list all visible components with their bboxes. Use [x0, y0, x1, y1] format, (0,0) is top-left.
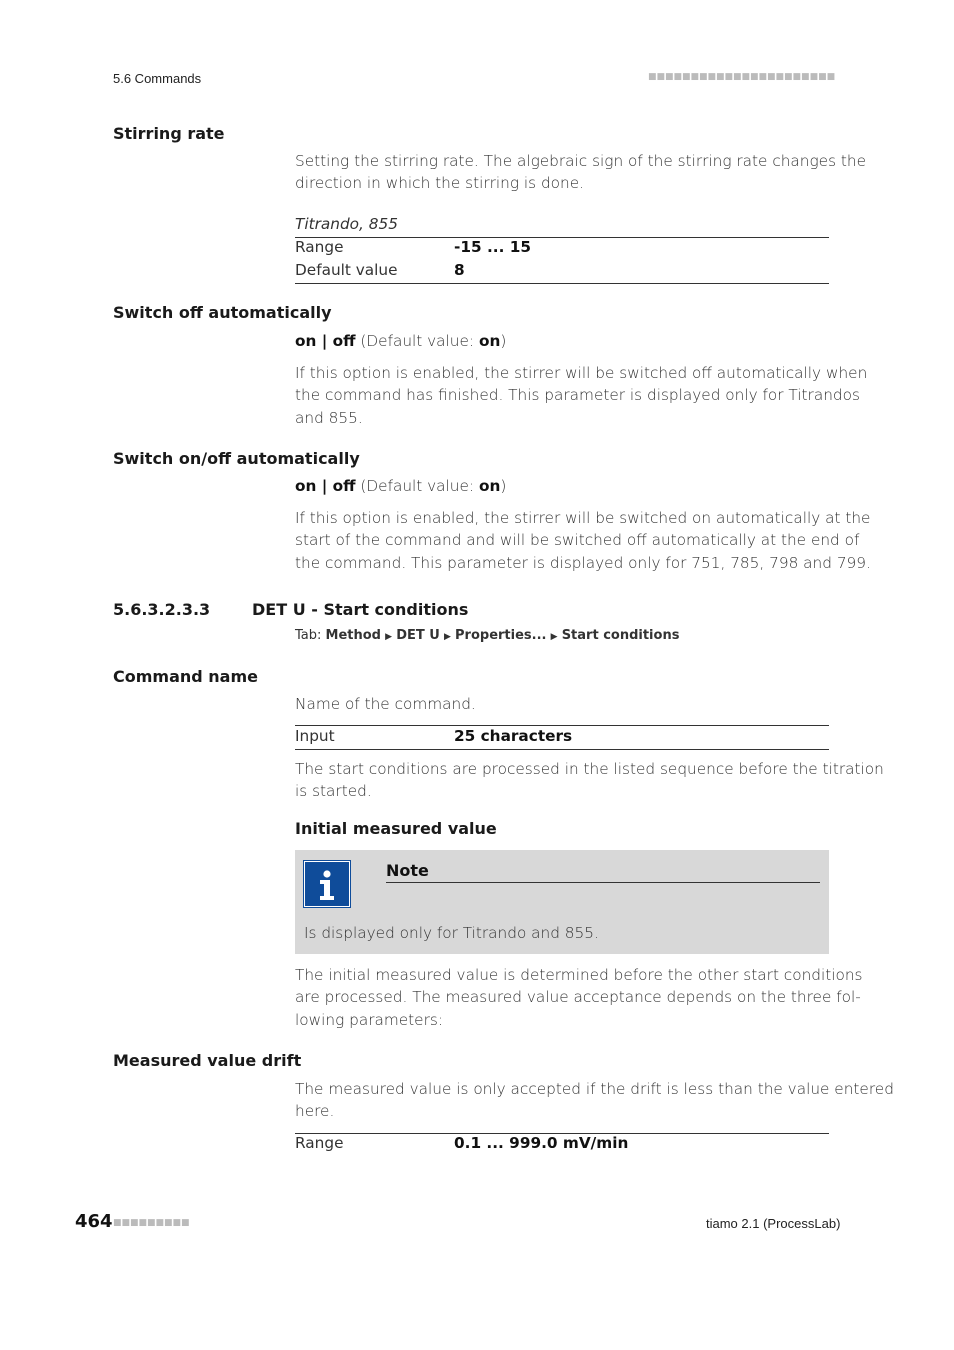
switch-onoff-heading: Switch on/off automatically — [113, 449, 360, 468]
stirring-rate-description: Setting the stirring rate. The algebraic sign of the stirring rate changes the direction in which the stirring is done. — [295, 152, 867, 193]
note-title: Note — [386, 861, 429, 880]
breadcrumb-start-conditions: Start conditions — [561, 628, 680, 643]
switch-onoff-description: If this option is enabled, the stirrer will be switched on automatically at the start of the command and will be switched off automatically at the end of the command. This parameter is displayed only for 751, 785, 798 and 799. — [295, 509, 871, 572]
section-title: DET U - Start conditions — [252, 600, 469, 619]
breadcrumb-method: Method — [325, 628, 381, 643]
running-header-section: 5.6 Commands — [113, 71, 202, 86]
table-row: Range -15 ... 15 — [295, 238, 532, 256]
tab-breadcrumb: Tab: Method ▶ DET U ▶ Properties... ▶ Start conditions — [295, 628, 680, 643]
page-number: 464 — [75, 1211, 113, 1232]
switch-off-heading: Switch off automatically — [113, 303, 332, 322]
note-text: Is displayed only for Titrando and 855. — [304, 924, 599, 942]
stirring-rate-table-caption: Titrando, 855 — [295, 215, 398, 233]
command-name-heading: Command name — [113, 667, 258, 686]
arrow-right-icon: ▶ — [385, 632, 393, 642]
footer-decoration: ■■■■■■■■■ — [113, 1218, 190, 1228]
info-icon — [304, 861, 350, 907]
note-rule — [386, 882, 820, 883]
table-rule-bottom — [295, 749, 829, 750]
arrow-right-icon: ▶ — [443, 632, 451, 642]
header-decoration: ■■■■■■■■■■■■■■■■■■■■■■ — [648, 72, 836, 82]
table-rule-bottom — [295, 283, 829, 284]
switch-off-description: If this option is enabled, the stirrer will be switched off automatically when the command has finished. This parameter is displayed only for Titrandos and 855. — [295, 364, 868, 427]
drift-description: The measured value is only accepted if the drift is less than the value entered here. — [295, 1080, 894, 1121]
start-conditions-description: The start conditions are processed in the listed sequence before the titration is started. — [295, 760, 884, 801]
table-row: Default value 8 — [295, 261, 465, 279]
section-number: 5.6.3.2.3.3 — [113, 600, 211, 619]
arrow-right-icon: ▶ — [550, 632, 558, 642]
switch-off-options: on | off (Default value: on) — [295, 332, 507, 350]
breadcrumb-det-u: DET U — [396, 628, 440, 643]
note-box — [295, 850, 829, 954]
table-row: Range 0.1 ... 999.0 mV/min — [295, 1134, 629, 1152]
stirring-rate-heading: Stirring rate — [113, 124, 225, 143]
command-name-description: Name of the command. — [295, 695, 476, 713]
initial-value-description: The initial measured value is determined before the other start conditions are processed. The measured value acceptance depends on the three fol- lowing parameters: — [295, 966, 863, 1029]
switch-onoff-options: on | off (Default value: on) — [295, 477, 507, 495]
footer-product: tiamo 2.1 (ProcessLab) — [706, 1216, 841, 1231]
table-row: Input 25 characters — [295, 727, 573, 745]
breadcrumb-properties: Properties... — [455, 628, 547, 643]
drift-heading: Measured value drift — [113, 1051, 302, 1070]
initial-value-heading: Initial measured value — [295, 819, 497, 838]
